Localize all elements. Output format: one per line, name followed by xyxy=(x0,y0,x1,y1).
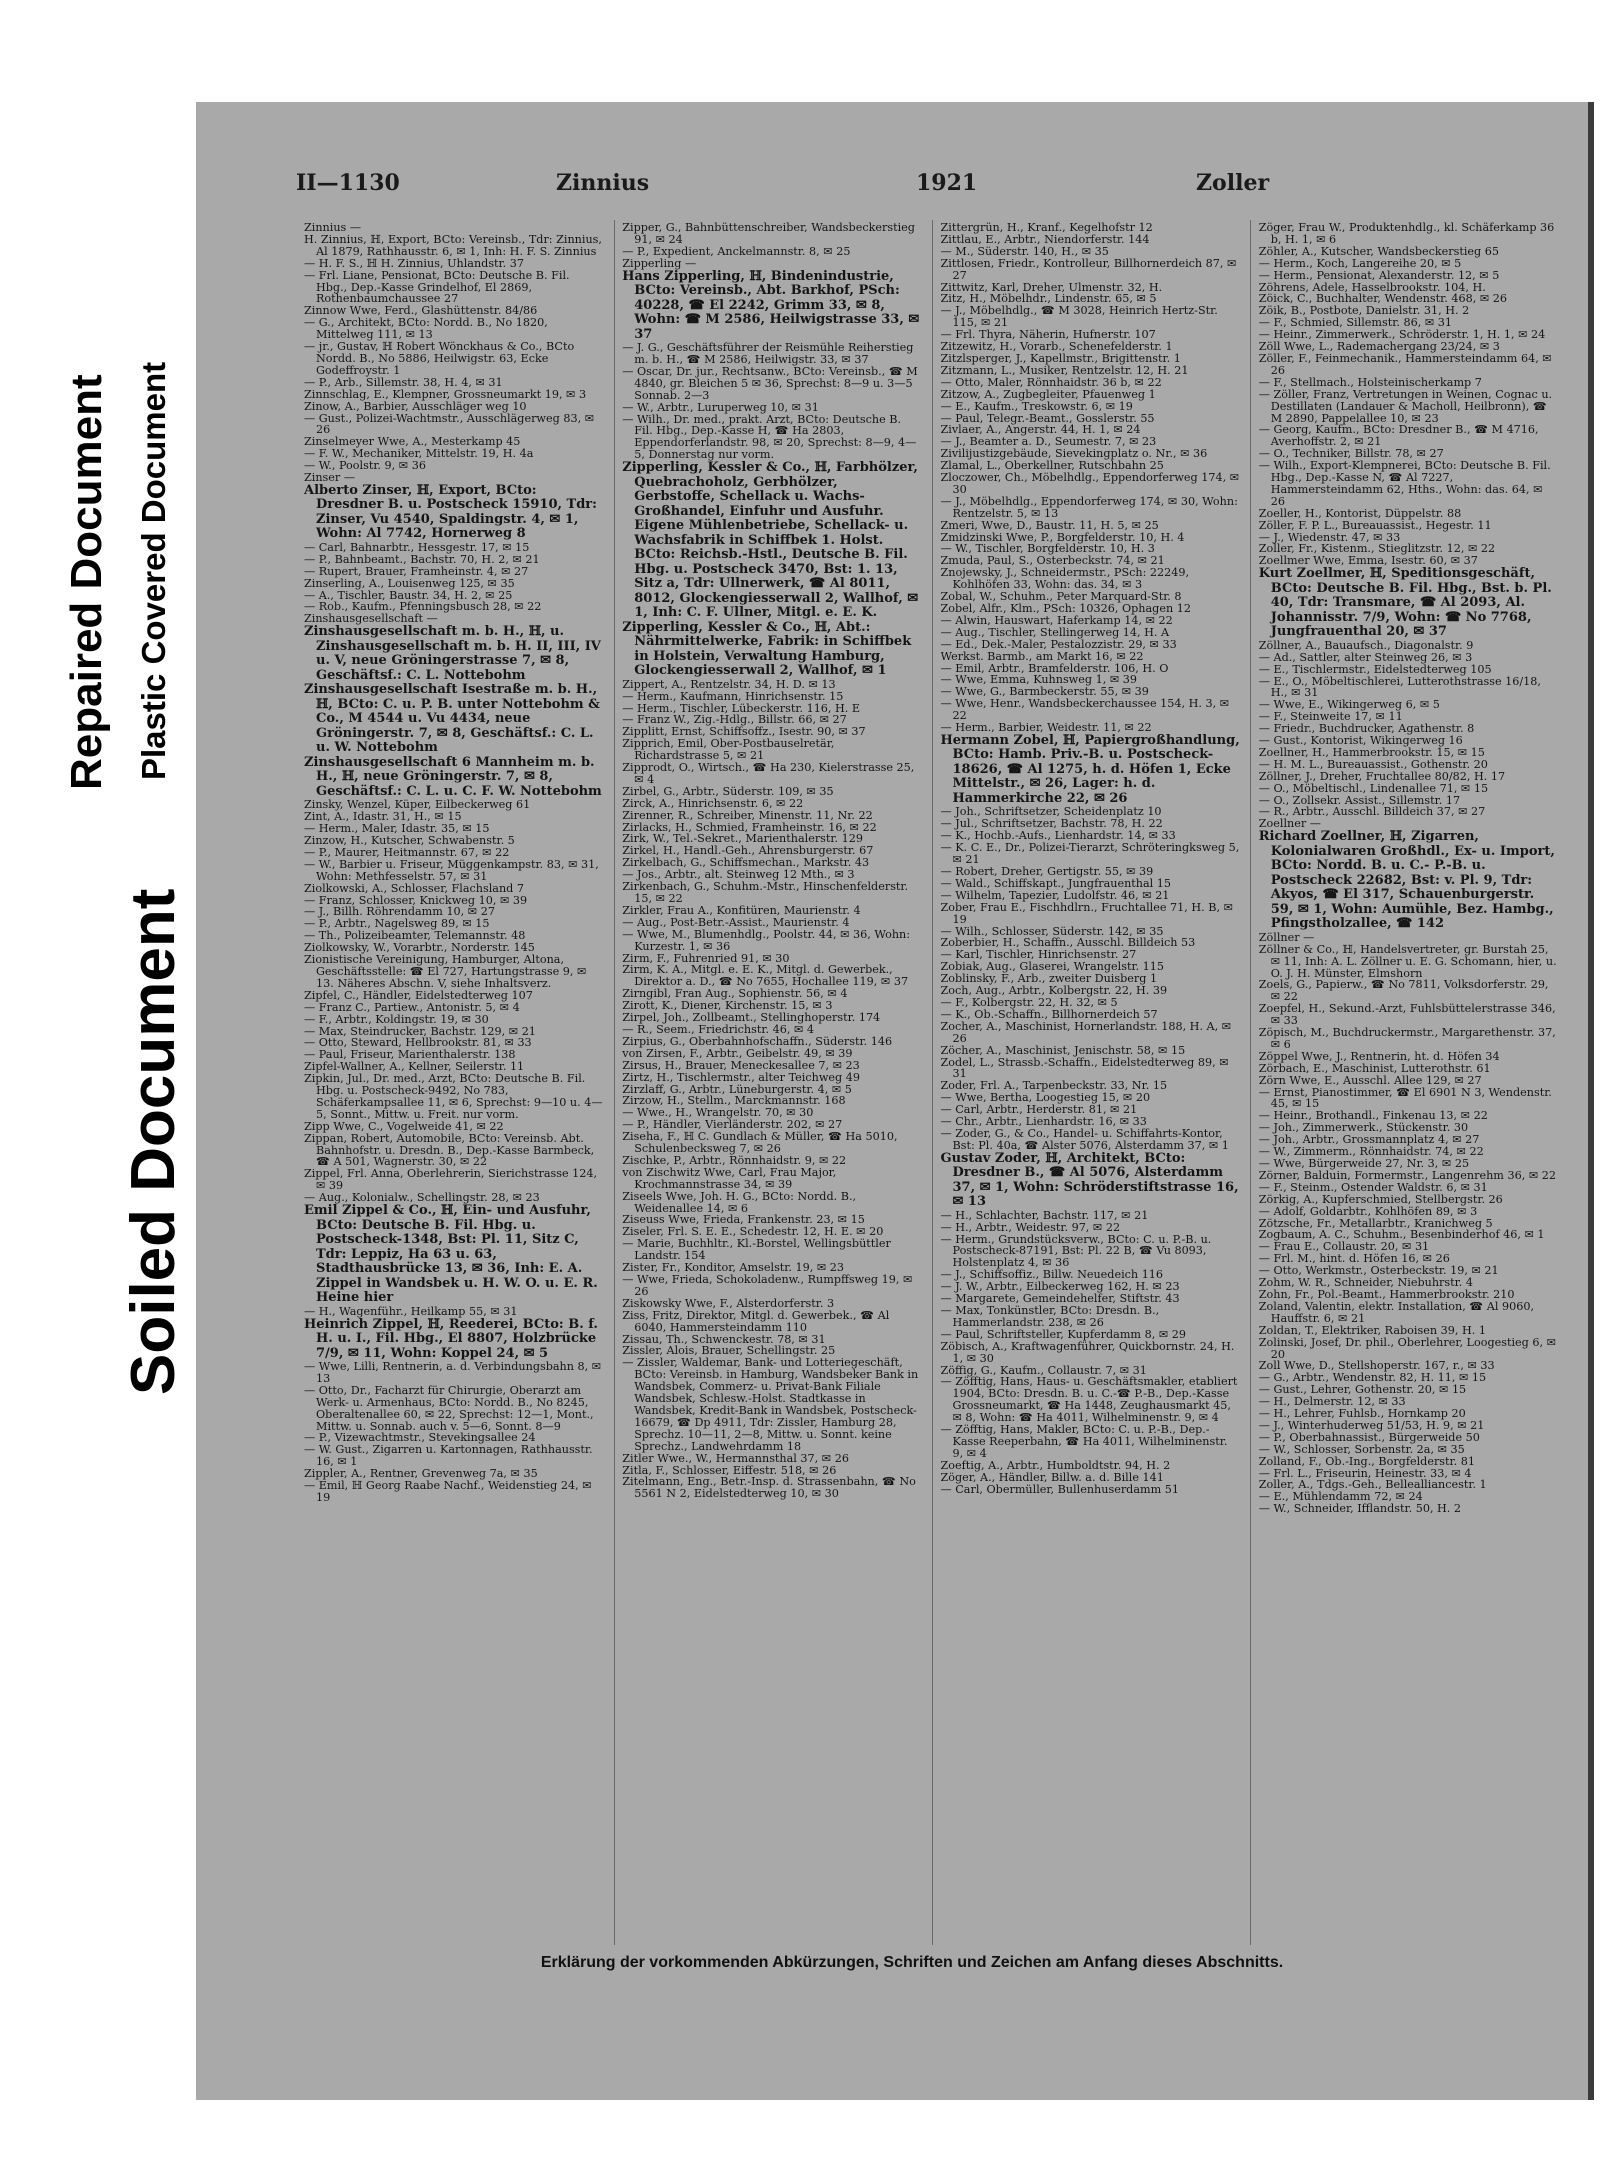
directory-entry: — Herm., Pensionat, Alexanderstr. 12, ✉ 5 xyxy=(1258,268,1500,282)
directory-entry: Zötzsche, Fr., Metallarbtr., Kranichweg 5 xyxy=(1258,1216,1493,1230)
directory-entry: — H., Wagenführ., Heilkamp 55, ✉ 31 xyxy=(304,1304,518,1318)
directory-entry: — Oscar, Dr. jur., Rechtsanw., BCto: Vereinsb., ☎ M 4840, gr. Bleichen 5 ✉ 36, Sprechst: 8—9 u. 3—5 Sonnab. 2—3 xyxy=(622,364,918,402)
directory-entry: — W., Schneider, Ifflandstr. 50, H. 2 xyxy=(1258,1502,1462,1516)
page-header xyxy=(296,170,1528,200)
directory-entry: — Emil, ℍ Georg Raabe Nachf., Weidenstieg 24, ✉ 19 xyxy=(304,1479,592,1504)
directory-entry: — J., Möbelhdlg., Eppendorferweg 174, ✉ 30, Wohn: Rentzelstr. 5, ✉ 13 xyxy=(940,494,1238,520)
directory-entry: Richard Zoellner, ℍ, Zigarren, Kolonialwaren Großhdl., Ex- u. Import, BCto: Nordd. B. u. C.- P.-B. u. Postscheck 22682, Bst: v. Pl. 9, Tdr: Akyos, ☎ El 317, Schauenburgerstr. 59, ✉ 1, Wohn: Aumühle, Bez. Hambg., Pfingstholzallee, ☎ 142 xyxy=(1258,829,1555,932)
directory-column-3 xyxy=(941,222,1241,1942)
directory-entry: Zitler Wwe., W., Hermannsthal 37, ✉ 26 xyxy=(622,1451,849,1465)
directory-entry: Zöllner, J., Dreher, Fruchtallee 80/82, H. 17 xyxy=(1258,769,1506,783)
directory-entry: Kurt Zoellmer, ℍ, Speditionsgeschäft, BCto: Deutsche B. Fil. Hbg., Bst. b. Pl. 40, Tdr: Transmare, ☎ Al 2093, Al. Johannisstr. 7/9, Wohn: ☎ No 7768, Jungfrauenthal 20, ✉ 37 xyxy=(1258,566,1552,640)
directory-entry: — Wwe, Lilli, Rentnerin, a. d. Verbindungsbahn 8, ✉ 13 xyxy=(304,1360,602,1385)
directory-entry: — F., Steinweite 17, ✉ 11 xyxy=(1258,710,1403,724)
directory-entry: Zitelmann, Eng., Betr.-Insp. d. Strassenbahn, ☎ No 5561 N 2, Eidelstedterweg 10, ✉ 30 xyxy=(622,1475,916,1501)
directory-entry: Zissler, Alois, Brauer, Schellingstr. 25 xyxy=(622,1344,836,1358)
directory-entry: — H., Delmerstr. 12, ✉ 33 xyxy=(1258,1395,1406,1409)
plastic-covered-document-label: Plastic Covered Document xyxy=(135,361,172,780)
directory-entry: Ziseels Wwe, Joh. H. G., BCto: Nordd. B., Weidenallee 14, ✉ 6 xyxy=(622,1189,857,1215)
directory-entry: Zitzewitz, H., Vorarb., Schenefelderstr. 1 xyxy=(940,340,1173,354)
header-left-word: Zinnius xyxy=(556,170,650,196)
directory-entry: — Herm., Kaufmann, Hinrichsenstr. 15 xyxy=(622,689,844,703)
directory-entry: Zöhrens, Adele, Hasselbrookstr. 104, H. xyxy=(1258,280,1486,294)
directory-entry: Zirkler, Frau A., Konfitüren, Maurienstr. 4 xyxy=(622,903,861,917)
directory-entry: Zinselmeyer Wwe, A., Mesterkamp 45 xyxy=(304,435,521,449)
directory-entry: Zionistische Vereinigung, Hamburger, Altona, Geschäftsstelle: ☎ El 727, Hartungstrasse 9, ✉ 13. Näheres Abschn. V, siehe Inhaltsverz. xyxy=(304,953,587,990)
directory-entry: — P., Arbtr., Nagelsweg 89, ✉ 15 xyxy=(304,917,490,931)
directory-entry: — P., Arb., Sillemstr. 38, H. 4, ✉ 31 xyxy=(304,375,503,389)
directory-entry: — Franz C., Partiew., Antonistr. 5, ✉ 4 xyxy=(304,1000,520,1014)
directory-entry: Zöbisch, A., Kraftwagenführer, Quickbornstr. 24, H. 1, ✉ 30 xyxy=(940,1339,1235,1365)
scanned-page xyxy=(196,102,1588,2100)
directory-entry: — Alwin, Hauswart, Haferkamp 14, ✉ 22 xyxy=(940,613,1173,627)
directory-entry: Zoeftig, A., Arbtr., Humboldtstr. 94, H. 2 xyxy=(940,1458,1171,1472)
directory-entry: Zinshausgesellschaft — xyxy=(304,612,438,626)
page-edge xyxy=(1588,102,1594,2100)
directory-entry: — Joh., Schriftsetzer, Scheidenplatz 10 xyxy=(940,805,1162,819)
directory-entry: — Otto, Werkmstr., Osterbeckstr. 19, ✉ 21 xyxy=(1258,1264,1499,1278)
directory-entry: — R., Arbtr., Ausschl. Billdeich 37, ✉ 27 xyxy=(1258,805,1486,819)
directory-entry: — Heinr., Zimmerwerk., Schröderstr. 1, H. 1, ✉ 24 xyxy=(1258,328,1546,342)
directory-entry: Zoels, G., Papierw., ☎ No 7811, Volksdorferstr. 29, ✉ 22 xyxy=(1258,978,1549,1004)
directory-entry: — Georg, Kaufm., BCto: Dresdner B., ☎ M 4716, Averhoffstr. 2, ✉ 21 xyxy=(1258,423,1539,449)
directory-entry: — P., Oberbahnassist., Bürgerweide 50 xyxy=(1258,1430,1480,1444)
directory-entry: — K. C. E., Dr., Polizei-Tierarzt, Schröteringksweg 5, ✉ 21 xyxy=(940,841,1240,867)
directory-entry: — Chr., Arbtr., Lienhardstr. 16, ✉ 33 xyxy=(940,1115,1147,1129)
directory-entry: — F. W., Mechaniker, Mittelstr. 19, H. 4a xyxy=(304,447,534,461)
directory-entry: — P., Händler, Vierländerstr. 202, ✉ 27 xyxy=(622,1118,843,1132)
directory-columns xyxy=(304,222,1559,1942)
directory-entry: — F., Stellmach., Holsteinischerkamp 7 xyxy=(1258,375,1482,389)
directory-entry: Zinshausgesellschaft Isestraße m. b. H., ℍ, BCto: C. u. P. B. unter Nottebohm & Co., M 4544 u. Vu 4434, neue Gröningerstr. 7, ✉ 8, Geschäftsf.: C. L. u. W. Nottebohm xyxy=(304,682,600,756)
directory-entry: — Herm., Barbier, Weidestr. 11, ✉ 22 xyxy=(940,721,1152,735)
directory-entry: Ziseuss Wwe, Frieda, Frankenstr. 23, ✉ 15 xyxy=(622,1213,865,1227)
directory-entry: — F., Arbtr., Koldingstr. 19, ✉ 30 xyxy=(304,1012,489,1026)
directory-entry: — W., Arbtr., Luruperweg 10, ✉ 31 xyxy=(622,400,819,414)
directory-entry: Zoellner, H., Hammerbrookstr. 15, ✉ 15 xyxy=(1258,745,1485,759)
directory-entry: — Gust., Polizei-Wachtmstr., Ausschlägerweg 83, ✉ 26 xyxy=(304,411,595,437)
directory-entry: Zoepfel, H., Sekund.-Arzt, Fuhlsbüttelerstrasse 346, ✉ 33 xyxy=(1258,1002,1556,1028)
directory-entry: Znojewsky, J., Schneidermstr., PSch: 22249, Kohlhöfen 33, Wohn: das. 34, ✉ 3 xyxy=(940,566,1190,592)
directory-entry: Zoberbier, H., Schaffn., Ausschl. Billdeich 53 xyxy=(940,936,1196,950)
directory-entry: Zinserling, A., Louisenweg 125, ✉ 35 xyxy=(304,576,515,590)
directory-entry: Zoellner — xyxy=(1258,817,1321,831)
directory-entry: — P., Vizewachtmstr., Stevekingsallee 24 xyxy=(304,1431,536,1445)
directory-entry: — Franz W., Zig.-Hdlg., Billstr. 66, ✉ 27 xyxy=(622,713,847,727)
directory-entry: Zoller, Fr., Kistenm., Stieglitzstr. 12, ✉ 22 xyxy=(1258,542,1496,556)
directory-entry: Zoller, A., Tdgs.-Geh., Bellealliancestr. 1 xyxy=(1258,1478,1487,1492)
directory-entry: Zöpisch, M., Buchdruckermstr., Margarethenstr. 37, ✉ 6 xyxy=(1258,1026,1556,1051)
directory-entry: Zinnschlag, E., Klempner, Grossneumarkt 19, ✉ 3 xyxy=(304,387,587,401)
directory-entry: Ziss, Fritz, Direktor, Mitgl. d. Gewerbek., ☎ Al 6040, Hammersteindamm 110 xyxy=(622,1308,890,1334)
directory-entry: — H. F. S., ℍ H. Zinnius, Uhlandstr. 37 xyxy=(304,256,525,270)
directory-entry: Zipplitt, Ernst, Schiffsoffz., Isestr. 90, ✉ 37 xyxy=(622,725,866,739)
directory-entry: — Otto, Dr., Facharzt für Chirurgie, Oberarzt am Werk- u. Armenhaus, BCto: Nordd. B., No 8245, Oberaltenallee 60, ✉ 22, Sprechst: 12—1, Mont., Mittw. u. Sonnab. auch v. 5—6, Sonnt. 8—9 xyxy=(304,1383,594,1433)
directory-entry: Zöllner — xyxy=(1258,930,1315,944)
directory-entry: — J., Billh. Röhrendamm 10, ✉ 27 xyxy=(304,905,495,919)
directory-entry: — G., Architekt, BCto: Nordd. B., No 1820, Mittelweg 111, ✉ 13 xyxy=(304,316,548,342)
directory-entry: Zöcher, A., Maschinist, Jenischstr. 58, ✉ 15 xyxy=(940,1043,1186,1057)
directory-entry: Zoll Wwe, D., Stellshoperstr. 167, r., ✉ 33 xyxy=(1258,1359,1495,1373)
directory-entry: — Frau E., Collaustr. 20, ✉ 31 xyxy=(1258,1240,1430,1254)
directory-entry: Zitla, F., Schlosser, Eiffestr. 518, ✉ 26 xyxy=(622,1463,837,1477)
directory-entry: — Friedr., Buchdrucker, Agathenstr. 8 xyxy=(1258,722,1475,736)
directory-entry: — Ad., Sattler, alter Steinweg 26, ✉ 3 xyxy=(1258,650,1473,664)
directory-entry: — F., Steinm., Ostender Waldstr. 6, ✉ 31 xyxy=(1258,1180,1488,1194)
directory-entry: — Aug., Kolonialw., Schellingstr. 28, ✉ 23 xyxy=(304,1191,540,1205)
directory-entry: Zittergrün, H., Kranf., Kegelhofstr 12 xyxy=(940,222,1153,234)
soiled-document-label: Soiled Document xyxy=(119,888,188,1395)
directory-entry: Zipper, G., Bahnbüttenschreiber, Wandsbeckerstieg 91, ✉ 24 xyxy=(622,222,915,246)
directory-entry: Zipfel-Wallner, A., Kellner, Seilerstr. 11 xyxy=(304,1060,525,1074)
directory-entry: Zirm, F., Fuhrenried 91, ✉ 30 xyxy=(622,951,790,965)
directory-entry: Zöller, F. P. L., Bureauassist., Hegestr. 11 xyxy=(1258,518,1492,532)
directory-entry: Zipprodt, O., Wirtsch., ☎ Ha 230, Kielerstrasse 25, ✉ 4 xyxy=(622,761,915,786)
directory-entry: Zippel, Frl. Anna, Oberlehrerin, Sierichstrasse 124, ✉ 39 xyxy=(304,1167,598,1193)
directory-entry: — J., Wiedenstr. 47, ✉ 33 xyxy=(1258,530,1401,544)
directory-entry: Zmeri, Wwe, D., Baustr. 11, H. 5, ✉ 25 xyxy=(940,518,1159,532)
directory-entry: — Frl. Liane, Pensionat, BCto: Deutsche B. Fil. Hbg., Dep.-Kasse Grindelhof, El 2869, Rothenbaumchaussee 27 xyxy=(304,268,570,306)
directory-entry: — Wilh., Export-Klempnerei, BCto: Deutsche B. Fil. Hbg., Dep.-Kasse N, ☎ Al 7227, Hammersteindamm 62, Hths., Wohn: das. 64, ✉ 26 xyxy=(1258,459,1551,508)
directory-entry: Zinshausgesellschaft 6 Mannheim m. b. H., ℍ, neue Gröningerstr. 7, ✉ 8, Geschäftsf.: C. L. u. C. F. W. Nottebohm xyxy=(304,754,602,799)
directory-column-4 xyxy=(1259,222,1559,1942)
directory-entry: Zippler, A., Rentner, Grevenweg 7a, ✉ 35 xyxy=(304,1467,538,1481)
directory-column-2 xyxy=(622,222,922,1942)
directory-entry: Emil Zippel & Co., ℍ, Ein- und Ausfuhr, BCto: Deutsche B. Fil. Hbg. u. Postscheck-1348, Bst: Pl. 11, Sitz C, Tdr: Leppiz, Ha 63 u. 63, Stadthausbrücke 13, ✉ 36, Inh: E. A. Zippel in Wandsbek u. H. W. O. u. E. R. Heine hier xyxy=(304,1203,598,1306)
directory-entry: Zirck, A., Hinrichsenstr. 6, ✉ 22 xyxy=(622,796,804,810)
directory-entry: — Aug., Tischler, Stellingerweg 14, H. A xyxy=(940,625,1170,639)
directory-entry: Zoeller, H., Kontorist, Düppelstr. 88 xyxy=(1258,506,1462,520)
directory-entry: — K., Ob.-Schaffn., Billhornerdeich 57 xyxy=(940,1007,1158,1021)
directory-entry: — J., Möbelhdlg., ☎ M 3028, Heinrich Hertz-Str. 115, ✉ 21 xyxy=(940,304,1218,330)
directory-entry: — Gust., Lehrer, Gothenstr. 20, ✉ 15 xyxy=(1258,1383,1467,1397)
directory-entry: — Paul, Friseur, Marienthalerstr. 138 xyxy=(304,1048,516,1062)
directory-entry: — Carl, Bahnarbtr., Hessgestr. 17, ✉ 15 xyxy=(304,540,530,554)
directory-entry: Zissau, Th., Schwenckestr. 78, ✉ 31 xyxy=(622,1332,826,1346)
directory-entry: — Frl. M., hint. d. Höfen 16, ✉ 26 xyxy=(1258,1252,1450,1266)
directory-entry: Zittlau, E., Arbtr., Niendorferstr. 144 xyxy=(940,232,1150,246)
directory-entry: Zolinski, Josef, Dr. phil., Oberlehrer, Loogestieg 6, ✉ 20 xyxy=(1258,1335,1557,1361)
directory-entry: — Joh., Arbtr., Grossmannplatz 4, ✉ 27 xyxy=(1258,1133,1480,1147)
directory-entry: Ziseler, Frl. S. E. E., Schedestr. 12, H. E. ✉ 20 xyxy=(622,1225,884,1239)
directory-entry: — H., Lehrer, Fuhlsb., Hornkamp 20 xyxy=(1258,1407,1466,1421)
directory-entry: von Zischwitz Wwe, Carl, Frau Major, Krochmannstrasse 34, ✉ 39 xyxy=(622,1165,837,1191)
directory-entry: — J., Winterhuderweg 51/53, H. 9, ✉ 21 xyxy=(1258,1418,1485,1432)
directory-entry: Zister, Fr., Konditor, Amselstr. 19, ✉ 23 xyxy=(622,1261,845,1275)
directory-entry: Zivilijustizgebäude, Sievekingplatz o. Nr., ✉ 36 xyxy=(940,447,1208,461)
directory-entry: Zipperling, Kessler & Co., ℍ, Farbhölzer, Quebrachoholz, Gerbhölzer, Gerbstoffe, Schellack u. Wachs-Großhandel, Einfuhr und Ausfuhr. Eigene Mühlenbetriebe, Schellack- u. Wachsfabrik in Schiffbek 1. Holst. BCto: Reichsb.-Hstl., Deutsche B. Fil. Hbg. u. Postscheck 3470, Bst: 1. 13, Sitz a, Tdr: Ullnerwerk, ☎ Al 8011, 8012, Glockengiesserwall 2, Wallhof, ✉ 1, Inh: C. F. Ullner, Mitgl. e. E. K. xyxy=(622,460,919,621)
directory-entry: — P., Bahnbeamt., Bachstr. 70, H. 2, ✉ 21 xyxy=(304,552,540,566)
directory-entry: Zobal, W., Schuhm., Peter Marquard-Str. 8 xyxy=(940,590,1182,604)
directory-entry: Zobiak, Aug., Glaserei, Wrangelstr. 115 xyxy=(940,960,1165,974)
directory-entry: Zirpel, Joh., Zollbeamt., Stellinghoperstr. 174 xyxy=(622,1011,881,1025)
directory-entry: Zoder, Frl. A., Tarpenbeckstr. 33, Nr. 15 xyxy=(940,1079,1168,1093)
directory-entry: Ziolkowsky, W., Vorarbtr., Norderstr. 145 xyxy=(304,941,535,955)
directory-entry: — Karl, Tischler, Hinrichsenstr. 27 xyxy=(940,948,1137,962)
directory-entry: — E., Kaufm., Treskowstr. 6, ✉ 19 xyxy=(940,399,1133,413)
directory-entry: — W., Poolstr. 9, ✉ 36 xyxy=(304,459,426,473)
directory-entry: — Wald., Schiffskapt., Jungfrauenthal 15 xyxy=(940,876,1172,890)
directory-entry: Zirpius, G., Oberbahnhofschaffn., Süderstr. 146 xyxy=(622,1034,893,1048)
directory-entry: Zöller, F., Feinmechanik., Hammersteindamm 64, ✉ 26 xyxy=(1258,351,1552,377)
directory-entry: — Heinr., Brothandl., Finkenau 13, ✉ 22 xyxy=(1258,1109,1488,1123)
directory-entry: — Herm., Koch, Langereihe 20, ✉ 5 xyxy=(1258,256,1462,270)
directory-entry: — Jul., Schriftsetzer, Bachstr. 78, H. 22 xyxy=(940,817,1163,831)
directory-entry: Zöik, B., Postbote, Danielstr. 31, H. 2 xyxy=(1258,304,1470,318)
directory-entry: Zirngibl, Fran Aug., Sophienstr. 56, ✉ 4 xyxy=(622,987,848,1001)
directory-entry: Ziskowsky Wwe, F., Alsterdorferstr. 3 xyxy=(622,1296,835,1310)
directory-entry: — F., Schmied, Sillemstr. 86, ✉ 31 xyxy=(1258,316,1453,330)
directory-entry: Zörner, Balduin, Formermstr., Langenrehm 36, ✉ 22 xyxy=(1258,1168,1556,1182)
directory-entry: Zirkelbach, G., Schiffsmechan., Markstr. 43 xyxy=(622,856,870,870)
directory-column-1 xyxy=(304,222,604,1942)
directory-entry: — Zissler, Waldemar, Bank- und Lotteriegeschäft, BCto: Vereinsb. in Hamburg, Wandsbeker Bank in Wandsbek, Commerz- u. Privat-Bank Filiale Wandsbek, Schlesw.-Holst. Stadtkasse in Wandsbek, Kredit-Bank in Wandsbek, Postscheck-16679, ☎ Dp 4911, Tdr: Zissler, Hamburg 28, Sprechz. 10—11, 2—8, Mittw. u. Sonnt. keine Sprechz., Landwehrdamm 18 xyxy=(622,1356,919,1453)
directory-entry: Zodel, L., Strassb.-Schaffn., Eidelstedterweg 89, ✉ 31 xyxy=(940,1055,1229,1081)
directory-entry: Zinzow, H., Kutscher, Schwabenstr. 5 xyxy=(304,834,515,847)
directory-entry: Zinnow Wwe, Ferd., Glashüttenstr. 84/86 xyxy=(304,304,538,318)
directory-entry: Zittlosen, Friedr., Kontrolleur, Billhornerdeich 87, ✉ 27 xyxy=(940,256,1237,282)
directory-entry: — Wilh., Dr. med., prakt. Arzt, BCto: Deutsche B. Fil. Hbg., Dep.-Kasse H, ☎ Ha 2803, Eppendorferlandstr. 98, ✉ 20, Sprechst: 8—9, 4—5, Donnerstag nur vorm. xyxy=(622,412,917,462)
directory-entry: von Zirsen, F., Arbtr., Geibelstr. 49, ✉ 39 xyxy=(622,1046,853,1060)
directory-entry: Zogbaum, A. C., Schuhm., Besenbinderhof 46, ✉ 1 xyxy=(1258,1228,1545,1242)
directory-entry: — Max, Tonkünstler, BCto: Dresdn. B., Hammerlandstr. 238, ✉ 26 xyxy=(940,1304,1160,1329)
directory-entry: Zobel, Alfr., Klm., PSch: 10326, Ophagen 12 xyxy=(940,602,1191,615)
directory-entry: Zint, A., Idastr. 31, H., ✉ 15 xyxy=(304,810,462,824)
directory-entry: — Margarete, Gemeindehelfer, Stiftstr. 43 xyxy=(940,1292,1180,1306)
directory-entry: — W., Zimmerm., Rönnhaidstr. 74, ✉ 22 xyxy=(1258,1145,1484,1159)
directory-entry: Zitzlsperger, J., Kapellmstr., Brigittenstr. 1 xyxy=(940,351,1181,365)
directory-entry: — F., Kolbergstr. 22, H. 32, ✉ 5 xyxy=(940,995,1118,1009)
directory-entry: Zirkenbach, G., Schuhm.-Mstr., Hinschenfelderstr. 15, ✉ 22 xyxy=(622,880,909,905)
directory-entry: — Paul, Schriftsteller, Kupferdamm 8, ✉ 29 xyxy=(940,1327,1186,1341)
directory-entry: Zipkin, Jul., Dr. med., Arzt, BCto: Deutsche B. Fil. Hbg. u. Postscheck-9492, No 783, Schäferkampsallee 11, ✉ 6, Sprechst: 9—10 u. 4—5, Sonnt., Mittw. u. Freit. nur vorm. xyxy=(304,1072,603,1121)
directory-entry: Zirm, K. A., Mitgl. e. E. K., Mitgl. d. Gewerbek., Direktor a. D., ☎ No 7655, Hochallee 119, ✉ 37 xyxy=(622,963,909,989)
directory-entry: Zinshausgesellschaft m. b. H., ℍ, u. Zinshausgesellschaft m. b. H. II, III, IV u. V, neue Gröningerstrasse 7, ✉ 8, Geschäftsf.: C. L. Nottebohm xyxy=(304,624,601,683)
directory-entry: Zmuda, Paul, S., Osterbeckstr. 74, ✉ 21 xyxy=(940,554,1165,568)
directory-entry: — Zöfftig, Hans, Haus- u. Geschäftsmakler, etabliert 1904, BCto: Dresdn. B. u. C.-☎ P.-B., Dep.-Kasse Grossneumarkt, ☎ Ha 1448, Zeughausmarkt 45, ✉ 8, Wohn: ☎ Ha 4011, Wilhelminenstr. 9, ✉ 4 xyxy=(940,1375,1238,1425)
directory-entry: Zöick, C., Buchhalter, Wendenstr. 468, ✉ 26 xyxy=(1258,292,1508,306)
directory-entry: Zloczower, Ch., Möbelhdlg., Eppendorferweg 174, ✉ 30 xyxy=(940,471,1240,496)
directory-entry: Gustav Zoder, ℍ, Architekt, BCto: Dresdner B., ☎ Al 5076, Alsterdamm 37, ✉ 1, Wohn: Schröderstiftstrasse 16, ✉ 13 xyxy=(940,1150,1239,1210)
directory-entry: — Adolf, Goldarbtr., Kohlhöfen 89, ✉ 3 xyxy=(1258,1204,1478,1218)
page-number: II—1130 xyxy=(296,170,400,196)
directory-entry: Ziseha, F., ℍ C. Gundlach & Müller, ☎ Ha 5010, Schulenbecksweg 7, ✉ 26 xyxy=(622,1130,898,1156)
directory-entry: Zirk, W., Tel.-Sekret., Marienthalerstr. 129 xyxy=(622,832,863,846)
directory-entry: — W. Gust., Zigarren u. Kartonnagen, Rathhausstr. 16, ✉ 1 xyxy=(304,1443,593,1469)
directory-entry: Zohn, Fr., Pol.-Beamt., Hammerbrookstr. 210 xyxy=(1258,1287,1515,1301)
directory-entry: Zippert, A., Rentzelstr. 34, H. D. ✉ 13 xyxy=(622,677,836,691)
directory-entry: — Joh., Zimmerwerk., Stückenstr. 30 xyxy=(1258,1121,1469,1135)
directory-entry: Zinsky, Wenzel, Küper, Eilbeckerweg 61 xyxy=(304,798,531,812)
directory-entry: Zöffig, G., Kaufm., Collaustr. 7, ✉ 31 xyxy=(940,1363,1147,1377)
directory-entry: Zmidzinski Wwe, P., Borgfelderstr. 10, H. 4 xyxy=(940,530,1185,544)
directory-entry: — O., Zollsekr. Assist., Sillemstr. 17 xyxy=(1258,793,1461,807)
directory-entry: Zivlaer, A., Angerstr. 44, H. 1, ✉ 24 xyxy=(940,423,1141,437)
directory-entry: — Franz, Schlosser, Knickweg 10, ✉ 39 xyxy=(304,893,528,907)
directory-entry: — Gust., Kontorist, Wikingerweg 16 xyxy=(1258,734,1463,748)
directory-entry: — Ed., Dek.-Maler, Pestalozzistr. 29, ✉ 33 xyxy=(940,637,1177,651)
directory-entry: — Wwe, G., Barmbeckerstr. 55, ✉ 39 xyxy=(940,685,1149,699)
directory-entry: Zipprich, Emil, Ober-Postbauselretär, Richardstrasse 5, ✉ 21 xyxy=(622,737,835,763)
directory-entry: Zolland, F., Ob.-Ing., Borgfelderstr. 81 xyxy=(1258,1454,1476,1468)
directory-entry: Zlamal, L., Oberkellner, Rutschbahn 25 xyxy=(940,459,1164,473)
directory-entry: — O., Techniker, Billstr. 78, ✉ 27 xyxy=(1258,447,1444,461)
directory-entry: Zohm, W. R., Schneider, Niebuhrstr. 4 xyxy=(1258,1276,1473,1290)
directory-entry: — Carl, Arbtr., Herderstr. 81, ✉ 21 xyxy=(940,1103,1138,1117)
directory-entry: Zöhler, A., Kutscher, Wandsbeckerstieg 65 xyxy=(1258,244,1500,258)
directory-entry: — Otto, Maler, Rönnhaidstr. 36 b, ✉ 22 xyxy=(940,375,1162,389)
directory-entry: — Frl. Thyra, Näherin, Hufnerstr. 107 xyxy=(940,328,1156,342)
directory-entry: — jr., Gustav, ℍ Robert Wönckhaus & Co., BCto Nordd. B., No 5886, Heilwigstr. 63, Ecke Godeffroystr. 1 xyxy=(304,340,575,377)
directory-entry: — Otto, Steward, Hellbrookstr. 81, ✉ 33 xyxy=(304,1036,532,1050)
directory-entry: Zoch, Aug., Arbtr., Kolbergstr. 22, H. 39 xyxy=(940,984,1168,998)
directory-entry: Ziolkowski, A., Schlosser, Flachsland 7 xyxy=(304,881,525,895)
directory-entry: Zöger, Frau W., Produktenhdlg., kl. Schäferkamp 36 b, H. 1, ✉ 6 xyxy=(1258,222,1555,246)
directory-entry: — Jos., Arbtr., alt. Steinweg 12 Mth., ✉ 3 xyxy=(622,868,855,882)
directory-entry: — Wwe, Frieda, Schokoladenw., Rumpffsweg 19, ✉ 26 xyxy=(622,1273,913,1298)
directory-entry: — Wwe, E., Wikingerweg 6, ✉ 5 xyxy=(1258,698,1440,712)
directory-entry: Zinow, A., Barbier, Ausschläger weg 10 xyxy=(304,399,527,413)
directory-entry: — Zoder, G., & Co., Handel- u. Schiffahrts-Kontor, Bst: Pl. 40a, ☎ Alster 5076, Alsterdamm 37, ✉ 1 xyxy=(940,1126,1229,1152)
directory-entry: Zoellmer Wwe, Emma, Isestr. 60, ✉ 37 xyxy=(1258,554,1478,568)
directory-entry: Zober, Frau E., Fischhdlrn., Fruchtallee 71, H. B, ✉ 19 xyxy=(940,900,1233,926)
directory-entry: Alberto Zinser, ℍ, Export, BCto: Dresdner B. u. Postscheck 15910, Tdr: Zinser, Vu 4540, Spaldingstr. 4, ✉ 1, Wohn: Al 7742, Hornerweg 8 xyxy=(304,482,597,542)
directory-entry: Zipp Wwe, C., Vogelweide 41, ✉ 22 xyxy=(304,1119,504,1133)
directory-entry: Hermann Zobel, ℍ, Papiergroßhandlung, BCto: Hamb. Priv.-B. u. Postscheck-18626, ☎ Al 1275, h. d. Höfen 1, Ecke Mittelstr., ✉ 26, Lager: h. d. Hammerkirche 22, ✉ 26 xyxy=(940,732,1240,806)
directory-entry: Zirenner, R., Schreiber, Minenstr. 11, Nr. 22 xyxy=(622,808,873,822)
directory-entry: Zirzlaff, G., Arbtr., Lüneburgerstr. 4, ✉ 5 xyxy=(622,1082,852,1096)
directory-entry: — Herm., Grundstücksverw., BCto: C. u. P.-B. u. Postscheck-87191, Bst: Pl. 22 B, ☎ Vu 8093, Holstenplatz 4, ✉ 36 xyxy=(940,1232,1212,1270)
directory-entry: Zöllner, A., Bauaufsch., Diagonalstr. 9 xyxy=(1258,638,1474,652)
directory-entry: — M., Süderstr. 140, H., ✉ 35 xyxy=(940,244,1109,258)
directory-entry: Zirsus, H., Brauer, Meneckesallee 7, ✉ 23 xyxy=(622,1058,860,1072)
directory-entry: Zoblinsky, F., Arb., zweiter Duisberg 1 xyxy=(940,972,1158,986)
directory-entry: Zinnius — xyxy=(304,222,362,234)
directory-entry: Zipperling — xyxy=(622,256,697,270)
directory-entry: Zörn Wwe, E., Ausschl. Allee 129, ✉ 27 xyxy=(1258,1073,1482,1087)
directory-entry: Zörkig, A., Kupferschmied, Stellbergstr. 26 xyxy=(1258,1192,1503,1206)
directory-entry: — H. M. L., Bureauassist., Gothenstr. 20 xyxy=(1258,757,1488,771)
directory-entry: — Wwe, Emma, Kuhnsweg 1, ✉ 39 xyxy=(940,673,1137,687)
directory-entry: — J., Beamter a. D., Seumestr. 7, ✉ 23 xyxy=(940,435,1157,449)
directory-entry: Zitz, H., Möbelhdr., Lindenstr. 65, ✉ 5 xyxy=(940,292,1157,306)
directory-entry: Zöppel Wwe, J., Rentnerin, ht. d. Höfen 34 xyxy=(1258,1049,1500,1063)
directory-entry: — Aug., Post-Betr.-Assist., Maurienstr. 4 xyxy=(622,915,850,929)
directory-entry: — K., Hochb.-Aufs., Lienhardstr. 14, ✉ 33 xyxy=(940,829,1176,843)
directory-entry: — H., Schlachter, Bachstr. 117, ✉ 21 xyxy=(940,1208,1149,1222)
directory-entry: Zippan, Robert, Automobile, BCto: Vereinsb. Abt. Bahnhofstr. u. Dresdn. B., Dep.-Kasse Barmbeck, ☎ A 501, Wagnerstr. 30, ✉ 22 xyxy=(304,1131,595,1169)
directory-entry: Zoldan, T., Elektriker, Raboisen 39, H. 1 xyxy=(1258,1323,1486,1337)
directory-entry: — E., O., Möbeltischlerei, Lutterothstrasse 16/18, H., ✉ 31 xyxy=(1258,674,1541,700)
directory-entry: — Frl. L., Friseurin, Heinestr. 33, ✉ 4 xyxy=(1258,1466,1472,1480)
directory-entry: — Wwe., H., Wrangelstr. 70, ✉ 30 xyxy=(622,1106,814,1120)
directory-entry: — Carl, Obermüller, Bullenhuserdamm 51 xyxy=(940,1482,1180,1496)
directory-entry: H. Zinnius, ℍ, Export, BCto: Vereinsb., Tdr: Zinnius, Al 1879, Rathhausstr. 6, ✉ 1, Inh: H. F. S. Zinnius xyxy=(304,232,602,258)
directory-entry: Zittwitz, Karl, Dreher, Ulmenstr. 32, H. xyxy=(940,280,1163,294)
directory-entry: — W., Schlosser, Sorbenstr. 2a, ✉ 35 xyxy=(1258,1442,1465,1456)
directory-entry: — Max, Steindrucker, Bachstr. 129, ✉ 21 xyxy=(304,1024,536,1038)
repaired-document-label: Repaired Document xyxy=(62,374,111,790)
directory-entry: — Emil, Arbtr., Bramfelderstr. 106, H. O xyxy=(940,661,1169,675)
directory-entry: — E., Mühlendamm 72, ✉ 24 xyxy=(1258,1490,1423,1504)
header-right-word: Zoller xyxy=(1196,170,1270,196)
directory-entry: — Ernst, Pianostimmer, ☎ El 6901 N 3, Wendenstr. 45, ✉ 15 xyxy=(1258,1085,1552,1111)
directory-entry: — J. G., Geschäftsführer der Reismühle Reiherstieg m. b. H., ☎ M 2586, Heilwigstr. 33, ✉ 37 xyxy=(622,341,914,367)
directory-entry: Zischke, P., Arbtr., Rönnhaidstr. 9, ✉ 22 xyxy=(622,1153,847,1167)
directory-entry: — P., Expedient, Anckelmannstr. 8, ✉ 25 xyxy=(622,244,851,258)
directory-entry: — A., Tischler, Baustr. 34, H. 2, ✉ 25 xyxy=(304,588,513,602)
directory-entry: — E., Tischlermstr., Eidelstedterweg 105 xyxy=(1258,662,1492,676)
directory-entry: Zipperling, Kessler & Co., ℍ, Abt.: Nährmittelwerke, Fabrik: in Schiffbek in Holstein, Verwaltung Hamburg, Glockengiesserwall 2, Wallhof, ✉ 1 xyxy=(622,619,912,679)
directory-entry: Zöllner & Co., ℍ, Handelsvertreter, gr. Burstah 25, ✉ 11, Inh: A. L. Zöllner u. E. G. Schomann, hier, u. O. J. H. Münster, Elmshorn xyxy=(1258,942,1557,980)
directory-entry: Zinser — xyxy=(304,471,356,485)
directory-entry: — R., Seem., Friedrichstr. 46, ✉ 4 xyxy=(622,1022,814,1036)
header-year: 1921 xyxy=(916,170,978,196)
directory-entry: — Paul, Telegr.-Beamt., Gosslerstr. 55 xyxy=(940,411,1155,425)
directory-entry: Zirbel, G., Arbtr., Süderstr. 109, ✉ 35 xyxy=(622,784,834,798)
directory-entry: — Robert, Dreher, Gertigstr. 55, ✉ 39 xyxy=(940,865,1154,878)
directory-entry: Zitzmann, L., Musiker, Rentzelstr. 12, H. 21 xyxy=(940,363,1189,377)
directory-entry: — P., Maurer, Heitmannstr. 67, ✉ 22 xyxy=(304,845,510,859)
directory-entry: — W., Tischler, Borgfelderstr. 10, H. 3 xyxy=(940,542,1155,556)
directory-entry: — W., Barbier u. Friseur, Müggenkampstr. 83, ✉ 31, Wohn: Methfesselstr. 57, ✉ 31 xyxy=(304,857,599,883)
directory-entry: Zirlacks, H., Schmied, Framheinstr. 16, ✉ 22 xyxy=(622,820,877,834)
directory-entry: Zirott, K., Diener, Kirchenstr. 15, ✉ 3 xyxy=(622,999,833,1013)
directory-entry: — O., Möbeltischl., Lindenallee 71, ✉ 15 xyxy=(1258,781,1489,795)
directory-entry: Zipfel, C., Händler, Eidelstedterweg 107 xyxy=(304,988,533,1002)
directory-entry: — Th., Polizeibeamter, Telemannstr. 48 xyxy=(304,929,526,943)
directory-entry: Zöll Wwe, L., Rademachergang 23/24, ✉ 3 xyxy=(1258,340,1500,354)
directory-entry: — Herm., Maler, Idastr. 35, ✉ 15 xyxy=(304,822,490,836)
directory-entry: — Wwe, Bürgerweide 27, Nr. 3, ✉ 25 xyxy=(1258,1157,1470,1170)
directory-entry: — Wwe, Bertha, Loogestieg 15, ✉ 20 xyxy=(940,1091,1151,1105)
directory-entry: — H., Arbtr., Weidestr. 97, ✉ 22 xyxy=(940,1220,1121,1234)
directory-entry: Zitzow, A., Zugbegleiter, Pfauenweg 1 xyxy=(940,387,1156,401)
directory-entry: — Wwe, M., Blumenhdlg., Poolstr. 44, ✉ 36, Wohn: Kurzestr. 1, ✉ 36 xyxy=(622,927,911,953)
directory-entry: Zirzow, H., Stellm., Marckmannstr. 168 xyxy=(622,1094,846,1108)
directory-entry: — Marie, Buchhltr., Kl.-Borstel, Wellingsbüttler Landstr. 154 xyxy=(622,1237,891,1263)
directory-entry: — Rupert, Brauer, Framheinstr. 4, ✉ 27 xyxy=(304,564,529,578)
directory-entry: Heinrich Zippel, ℍ, Reederei, BCto: B. f. H. u. I., Fil. Hbg., El 8807, Holzbrücke 7/9, ✉ 11, Wohn: Koppel 24, ✉ 5 xyxy=(304,1316,598,1361)
directory-entry: — G., Arbtr., Wendenstr. 82, H. 11, ✉ 15 xyxy=(1258,1371,1487,1385)
directory-entry: Zocher, A., Maschinist, Hornerlandstr. 188, H. A, ✉ 26 xyxy=(940,1019,1232,1045)
directory-entry: Zirkel, H., Handl.-Geh., Ahrensburgerstr. 67 xyxy=(622,844,874,858)
directory-entry: — Herm., Tischler, Lübeckerstr. 116, H. E xyxy=(622,701,861,715)
directory-entry: — Wilhelm, Tapezier, Ludolfstr. 46, ✉ 21 xyxy=(940,888,1170,902)
directory-entry: Zoland, Valentin, elektr. Installation, ☎ Al 9060, Hauffstr. 6, ✉ 21 xyxy=(1258,1299,1535,1325)
directory-entry: — Zöller, Franz, Vertretungen in Weinen, Cognac u. Destillaten (Landauer & Macholl, Heilbronn), ☎ M 2890, Pappelallee 10, ✉ 23 xyxy=(1258,387,1553,425)
directory-entry: Zörbach, E., Maschinist, Lutterothstr. 61 xyxy=(1258,1061,1491,1075)
directory-entry: — Rob., Kaufm., Pfenningsbusch 28, ✉ 22 xyxy=(304,600,542,614)
directory-entry: Hans Zipperling, ℍ, Bindenindustrie, BCto: Vereinsb., Abt. Barkhof, PSch: 40228, ☎ El 2242, Grimm 33, ✉ 8, Wohn: ☎ M 2586, Heilwigstrasse 33, ✉ 37 xyxy=(622,268,920,342)
directory-entry: Zirtz, H., Tischlermstr., alter Teichweg 49 xyxy=(622,1070,860,1084)
directory-entry: — J. W., Arbtr., Eilbeckerweg 162, H. ✉ 23 xyxy=(940,1280,1180,1294)
directory-entry: Zöger, A., Händler, Billw. a. d. Bille 141 xyxy=(940,1470,1164,1484)
directory-entry: — Zöfftig, Hans, Makler, BCto: C. u. P.-B., Dep.-Kasse Reeperbahn, ☎ Ha 4011, Wilhelminenstr. 9, ✉ 4 xyxy=(940,1423,1228,1460)
page-footer: Erklärung der vorkommenden Abkürzungen, Schriften und Zeichen am Anfang dieses Abschnitts. xyxy=(540,1954,1284,1971)
directory-entry: — Wwe, Henr., Wandsbeckerchaussee 154, H. 3, ✉ 22 xyxy=(940,697,1230,723)
directory-entry: — Wilh., Schlosser, Süderstr. 142, ✉ 35 xyxy=(940,924,1164,938)
directory-entry: Werkst. Barmb., am Markt 16, ✉ 22 xyxy=(940,649,1144,663)
directory-entry: — J., Schiffsoffiz., Billw. Neuedeich 116 xyxy=(940,1268,1164,1282)
